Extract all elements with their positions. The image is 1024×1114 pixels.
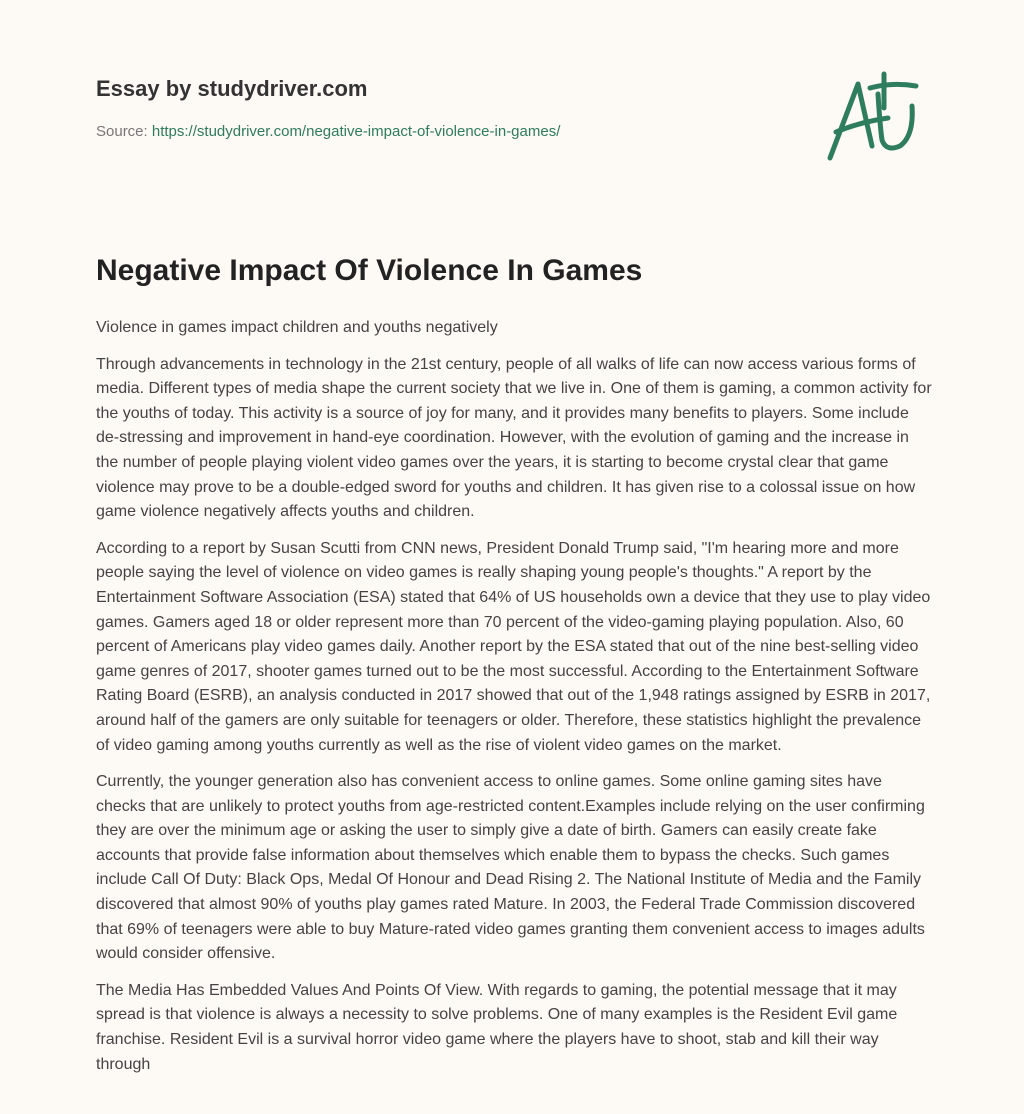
essay-body (96, 316, 934, 1089)
essay-paragraph: Currently, the younger generation also has convenient access to online games. Some online gaming sites have checks that are unlikely to protect youths from age-restricted content.Examples include relying on the user confirming they are over the minimum age or asking the user to simply give a date of birth. Gamers can easily create fake accounts that provide false information about themselves which enable them to bypass the checks. Such games include Call Of Duty: Black Ops, Medal Of Honour and Dead Rising 2. The National Institute of Media and the Family discovered that almost 90% of youths play games rated Mature. In 2003, the Federal Trade Commission discovered that 69% of teenagers were able to buy Mature-rated video games granting them convenient access to images adults would consider offensive. (96, 773, 925, 963)
source-line (96, 123, 560, 140)
a-plus-logo-icon (820, 66, 930, 166)
essay-paragraph: Through advancements in technology in the 21st century, people of all walks of life can now access various forms of media. Different types of media shape the current society that we live in. One of them is gaming, a common activity for the youths of today. This activity is a source of joy for many, and it provides many benefits to players. Some include de-stressing and improvement in hand-eye coordination. However, with the evolution of gaming and the increase in the number of people playing violent video games over the years, it is starting to become crystal clear that game violence may prove to be a double-edged sword for youths and children. It has given rise to a colossal issue on how game violence negatively affects youths and children. (96, 355, 932, 521)
site-brand: Essay by studydriver.com (96, 76, 368, 101)
source-link[interactable]: https://studydriver.com/negative-impact-of-violence-in-games/ (151, 123, 561, 140)
essay-title: Negative Impact Of Violence In Games (96, 254, 643, 287)
essay-paragraph: The Media Has Embedded Values And Points Of View. With regards to gaming, the potential message that it may spread is that violence is always a necessity to solve problems. One of many examples is the Resident Evil game franchise. Resident Evil is a survival horror video game where the players have to shoot, stab and kill their way through (96, 981, 898, 1073)
essay-subtitle: Violence in games impact children and youths negatively (96, 319, 498, 336)
source-label: Source: (96, 123, 148, 140)
essay-paragraph: According to a report by Susan Scutti from CNN news, President Donald Trump said, "I'm hearing more and more people saying the level of violence on video games is really shaping young people's thoughts." A report by the Entertainment Software Association (ESA) stated that 64% of US households own a device that they use to play video games. Gamers aged 18 or older represent more than 70 percent of the video-gaming playing population. Also, 60 percent of Americans play video games daily. Another report by the ESA stated that out of the nine best-selling video game genres of 2017, shooter games turned out to be the most successful. According to the Entertainment Software Rating Board (ESRB), an analysis conducted in 2017 showed that out of the 1,948 ratings assigned by ESRB in 2017, around half of the gamers are only suitable for teenagers or older. Therefore, these statistics highlight the prevalence of video gaming among youths currently as well as the rise of violent video games on the market. (96, 539, 931, 754)
